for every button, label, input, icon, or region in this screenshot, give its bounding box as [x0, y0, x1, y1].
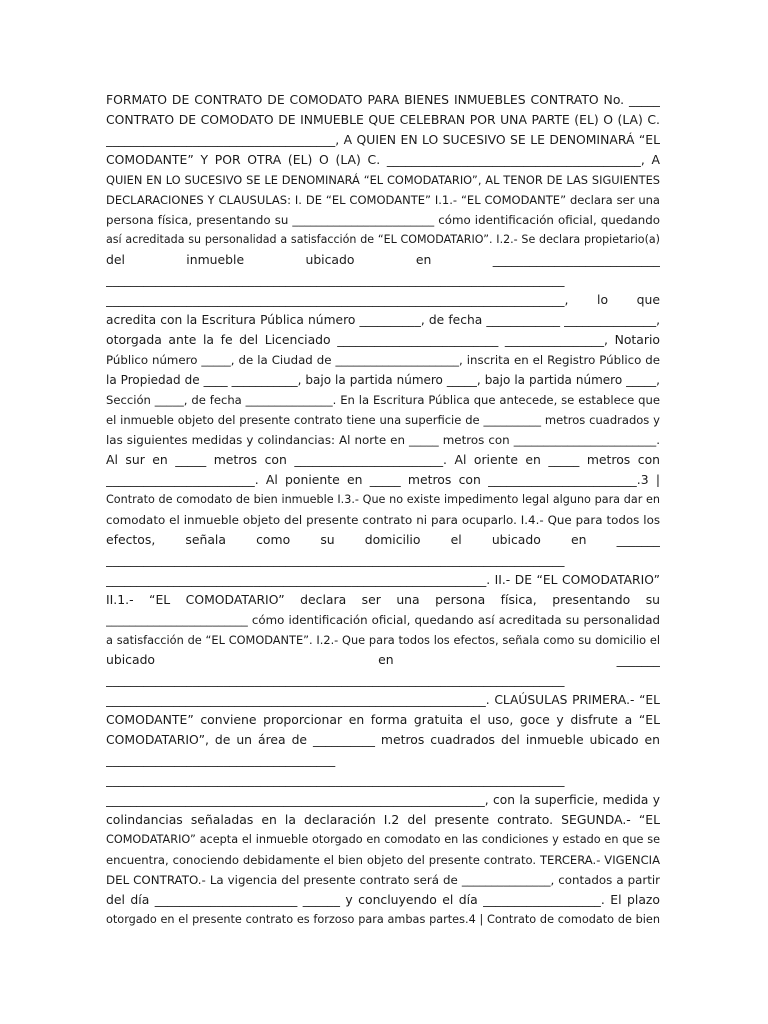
text-line: el inmueble objeto del presente contrato tiene una superficie de __________ metros cuadrados y — [106, 413, 660, 427]
text-line: persona física, presentando su ________________________ cómo identificación oficial, quedando — [106, 213, 660, 227]
text-line: así acreditada su personalidad a satisfacción de “EL COMODATARIO”. I.2.- Se declara propietario(a) — [106, 233, 660, 246]
text-line: COMODATARIO” acepta el inmueble otorgado en comodato en las condiciones y estado en que se — [106, 833, 660, 846]
text-line: Público número _____, de la Ciudad de _____________________, inscrita en el Registro Público de — [106, 353, 660, 367]
text-line: otorgada ante la fe del Licenciado __________________________ ________________, Notario — [106, 332, 660, 347]
text-line: Contrato de comodato de bien inmueble I.3.- Que no existe impedimento legal alguno para dar en — [106, 493, 660, 506]
text-line: comodato el inmueble objeto del presente contrato ni para ocuparlo. I.4.- Que para todos los — [106, 513, 660, 527]
text-line: __________________________________________________________________________ — [106, 552, 565, 567]
text-line: __________________________________________________________________________ — [106, 672, 565, 687]
text-line: DEL CONTRATO.- La vigencia del presente contrato será de _______________, contados a partir — [106, 873, 660, 887]
text-line: ______________________________________________________________. CLAÚSULAS PRIMERA.- “EL — [106, 693, 660, 707]
text-line: ________________________ cómo identificación oficial, quedando así acreditada su personalidad — [106, 613, 660, 627]
text-line: ubicado en _______ — [106, 652, 660, 667]
text-line: encuentra, conociendo debidamente el bien objeto del presente contrato. TERCERA.- VIGENCIA — [106, 853, 660, 867]
text-line: CONTRATO DE COMODATO DE INMUEBLE QUE CELEBRAN POR UNA PARTE (EL) O (LA) C. — [106, 112, 660, 127]
text-line: efectos, señala como su domicilio el ubicado en _______ — [106, 532, 660, 547]
text-line: COMODANTE” conviene proporcionar en forma gratuita el uso, goce y disfrute a “EL — [106, 712, 660, 727]
text-line: acredita con la Escritura Pública número __________, de fecha ____________ _______________, — [106, 313, 660, 327]
text-line: __________________________________________________________________________ — [106, 272, 565, 287]
text-line: II.1.- “EL COMODATARIO” declara ser una persona física, presentando su — [106, 592, 660, 607]
text-line: _____________________________________ — [106, 752, 336, 767]
text-line: __________________________________________________________________________ — [106, 772, 565, 787]
text-line: del inmueble ubicado en ___________________________ — [106, 252, 660, 267]
text-line: otorgado en el presente contrato es forzoso para ambas partes.4 | Contrato de comodato de bien — [106, 913, 660, 926]
text-line: ______________________________________________________________. II.- DE “EL COMODATARIO” — [106, 573, 660, 587]
text-line: ______________________________________________________________, con la superficie, medida y — [106, 793, 660, 807]
text-line: QUIEN EN LO SUCESIVO SE LE DENOMINARÁ “EL COMODATARIO”, AL TENOR DE LAS SIGUIENTES — [106, 173, 660, 187]
text-line: colindancias señaladas en la declaración I.2 del presente contrato. SEGUNDA.- “EL — [106, 812, 660, 827]
contract-text-body — [106, 90, 660, 930]
text-line: la Propiedad de ____ ___________, bajo la partida número _____, bajo la partida número _____, — [106, 373, 660, 387]
text-line: Al sur en _____ metros con ________________________. Al oriente en _____ metros con — [106, 452, 660, 467]
text-line: del día _______________________ ______ y concluyendo el día ___________________. El plazo — [106, 892, 660, 907]
text-line: __________________________________________________________________________, lo que — [106, 292, 660, 307]
text-line: Sección _____, de fecha _______________. En la Escritura Pública que antecede, se establece que — [106, 393, 660, 407]
text-line: COMODATARIO”, de un área de __________ metros cuadrados del inmueble ubicado en — [106, 732, 660, 747]
text-line: _____________________________________, A QUIEN EN LO SUCESIVO SE LE DENOMINARÁ “EL — [106, 132, 660, 147]
text-line: FORMATO DE CONTRATO DE COMODATO PARA BIENES INMUEBLES CONTRATO No. _____ — [106, 92, 660, 107]
text-line: ________________________. Al poniente en _____ metros con ________________________.3 | — [106, 472, 660, 487]
text-line: las siguientes medidas y colindancias: Al norte en _____ metros con ________________________. — [106, 433, 660, 447]
text-line: COMODANTE” Y POR OTRA (EL) O (LA) C. _________________________________________, A — [106, 152, 660, 167]
text-line: a satisfacción de “EL COMODANTE”. I.2.- Que para todos los efectos, señala como su domicilio el — [106, 633, 660, 647]
text-line: DECLARACIONES Y CLAUSULAS: I. DE “EL COMODANTE” I.1.- “EL COMODANTE” declara ser una — [106, 193, 660, 207]
